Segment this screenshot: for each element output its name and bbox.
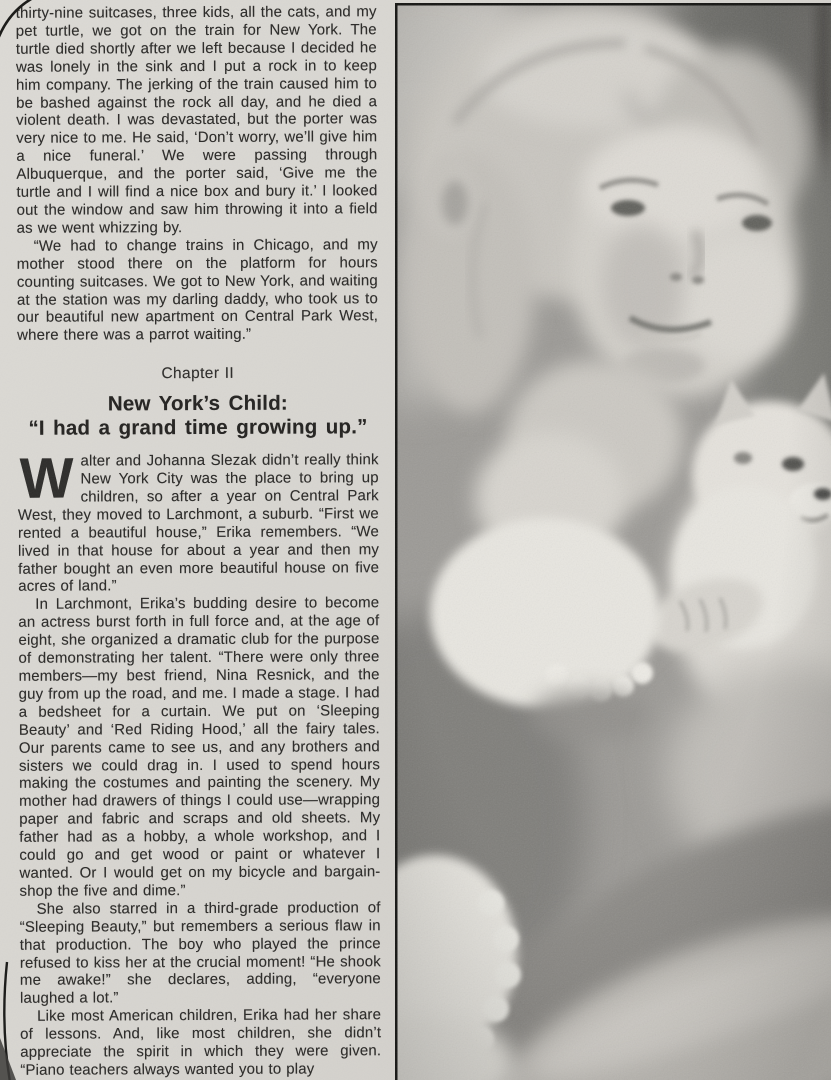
dropcap-letter: W xyxy=(19,446,74,511)
article-paragraph: She also starred in a third-grade production of “Sleeping Beauty,” but remembers a serious flaw in that production. The boy who played the prince refused to kiss her at the crucial moment! “He shook me awake!” she declares, adding, “everyone laughed a lot.” xyxy=(19,898,381,1008)
article-paragraph: In Larchmont, Erika’s budding desire to become an actress burst forth in full force and, at the age of eight, she organized a dramatic club for the purpose of demonstrating her talent. “There were only three members—my best friend, Nina Resnick, and the guy from up the road, and me. I made a stage. I had a bedsheet for a curtain. We put on ‘Sleeping Beauty’ and ‘Red Riding Hood,’ all the fairy tales. Our parents came to see us, and any brothers and sisters we could drag in. I used to spend hours making the costumes and painting the scenery. My mother had drawers of things I could use—wrapping paper and fabric and scraps and old sheets. My father had as a hobby, a whole workshop, and I could go and get wood or paint or whatever I wanted. Or I would get on my bicycle and bargain-shop the five and dime.” xyxy=(18,594,381,900)
article-column xyxy=(16,3,382,1079)
portrait-photo xyxy=(395,3,831,1080)
headline-line-2: “I had a grand time growing up.” xyxy=(28,414,368,440)
article-paragraph: Like most American children, Erika had her share of lessons. And, like most children, she didn’t appreciate the spirit in which they were given. “Piano teachers always wanted you to play xyxy=(20,1006,382,1079)
article-paragraph: thirty-nine suitcases, three kids, all the cats, and my pet turtle, we got on the train for New York. The turtle died shortly after we left because I decided he was lonely in the sink and I put a rock in to keep him company. The jerking of the train caused him to be bashed against the rock all day, and he died a violent death. I was devastated, but the porter was very nice to me. He said, ‘Don’t worry, we’ll give him a nice funeral.’ We were passing through Albuquerque, and the porter said, ‘Give me the turtle and I will find a nice box and bury it.’ I looked out the window and saw him throwing it into a field as we went whizzing by. xyxy=(15,3,378,237)
headline-line-1: New York’s Child: xyxy=(107,391,288,416)
chapter-headline xyxy=(17,391,378,440)
girl-with-kitten-photo xyxy=(395,3,831,1080)
dropcap-paragraph-text: alter and Johanna Slezak didn’t really think New York City was the place to bring up children, so after a year on Central Park West, they moved to Larchmont, a suburb. “First we rented a beautiful house,” Erika remembers. “We lived in that house for about a year and then my father bought an even more beautiful house on five acres of land.” xyxy=(17,451,380,596)
article-paragraph: “We had to change trains in Chicago, and my mother stood there on the platform for hours counting suitcases. We got to New York, and waiting at the station was my darling daddy, who took us to our beautiful new apartment on Central Park West, where there was a parrot waiting.” xyxy=(16,235,379,345)
chapter-label: Chapter II xyxy=(161,365,235,383)
dropcap-paragraph xyxy=(17,446,380,596)
